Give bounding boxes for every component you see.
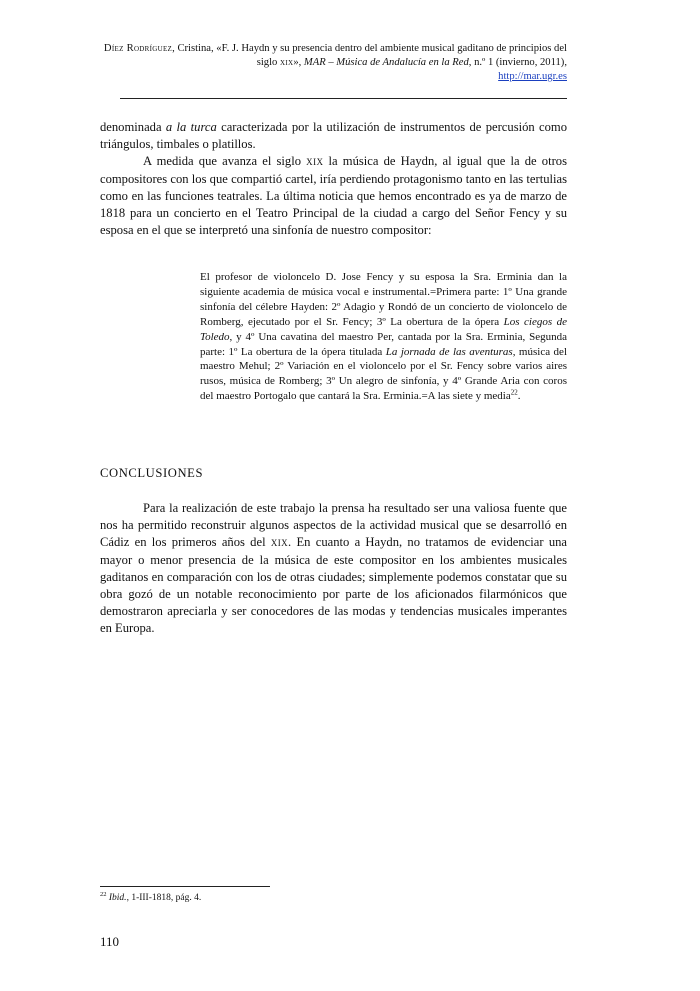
quote-opera-title-1: Los ciegos de Toledo [200, 315, 567, 343]
paragraph-2-century: xix [306, 154, 324, 169]
paragraph-3-text-b: . En cuanto a Haydn, no tratamos de evidenciar una mayor o menor presencia de la música de este compositor en los ambientes musicales gaditanos en comparación con los de otras ciudades; simplemente podemos constatar que su obra gozó de un notable reconocimiento por parte de los aficionados filarmónicos que demostraron apreciarla y ser conocedores de las modas y tendencias musicales imperantes en Europa. [100, 535, 567, 636]
paragraph-1-text-a: denominada [100, 120, 166, 134]
header-divider [120, 98, 567, 99]
body-section-conclusions [100, 500, 567, 638]
running-header [100, 42, 567, 84]
paragraph-1 [100, 119, 567, 153]
footnote-ibid: Ibid. [108, 893, 127, 903]
paragraph-2-text-a: A medida que avanza el siglo [143, 154, 307, 169]
paragraph-3 [100, 500, 567, 638]
footnote [100, 890, 202, 903]
header-journal: MAR – Música de Andalucía en la Red [303, 57, 469, 68]
quote-text-1: El profesor de violoncelo D. Jose Fency y su esposa la Sra. Erminia dan la siguiente academia de música vocal e instrumental.=Primera parte: 1º Una grande sinfonía del célebre Hayden: 2º Adagio y Rondó de un concierto de violoncelo de Romberg, ejecutado por el Sr. Fency; 3º La obertura de la ópera [200, 271, 567, 328]
quote-end: . [517, 390, 521, 403]
header-author: Díez Rodríguez [103, 43, 173, 54]
paragraph-3-century: xix [270, 535, 289, 550]
section-heading: CONCLUSIONES [100, 466, 204, 480]
header-citation: , Cristina, «F. J. Haydn y su presencia dentro del ambiente musical gaditano de principios del siglo [172, 43, 567, 68]
block-quote [200, 270, 567, 404]
quote-text-3: , música del maestro Mehul; 2º Variación en el violoncelo por el Sr. Fency sobre varios aires rusos, música de Romberg; 3º Un alegro de sinfonía, y 4º Grande Aria con coros del maestro Portogalo que cantará la Sra. Erminia.=A las siete y media [200, 345, 567, 403]
header-closing: », [293, 57, 304, 68]
quote-opera-title-2: La jornada de las aventuras [385, 345, 513, 358]
paragraph-2-text-b: la música de Haydn, al igual que la de otros compositores con los que compartió cartel, iría perdiendo protagonismo tanto en las tertulias como en las funciones teatrales. La última noticia que hemos encontrado es ya de marzo de 1818 para un concierto en el Teatro Principal de la ciudad a cargo del Señor Fency y su esposa en el que se interpretó una sinfonía de nuestro compositor: [100, 154, 567, 238]
footnote-number: 22 [100, 890, 107, 898]
paragraph-3-text-a: Para la realización de este trabajo la prensa ha resultado ser una valiosa fuente que nos ha permitido reconstruir algunos aspectos de la actividad musical que se desarrolló en Cádiz en los primeros años del [100, 501, 567, 550]
paragraph-2 [100, 153, 567, 239]
page-number: 110 [100, 934, 120, 949]
header-issue: , n.º 1 (invierno, 2011), [468, 57, 567, 68]
footnote-reference[interactable]: 22 [510, 388, 518, 397]
footnote-divider [100, 886, 270, 887]
quote-text-2: , y 4º Una cavatina del maestro Per, cantada por la Sra. Erminia, Segunda parte: 1º La obertura de la ópera titulada [200, 330, 567, 358]
header-url-link[interactable]: http://mar.ugr.es [498, 71, 567, 82]
header-century: xix [279, 57, 294, 68]
body-section-top [100, 119, 567, 239]
paragraph-1-emphasis: a la turca [165, 120, 217, 134]
paragraph-1-text-b: caracterizada por la utilización de instrumentos de percusión como triángulos, timbales o platillos. [100, 120, 568, 152]
footnote-text: , 1-III-1818, pág. 4. [126, 893, 202, 903]
